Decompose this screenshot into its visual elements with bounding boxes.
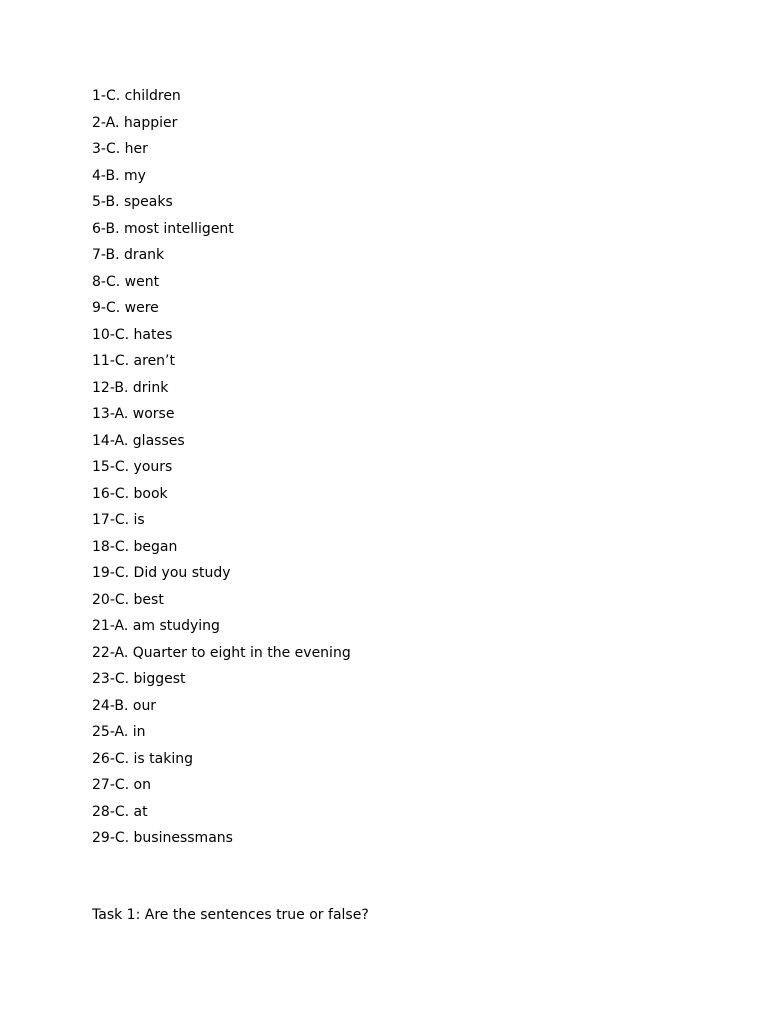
answer-item: 25-A. in (92, 724, 146, 740)
answer-item: 8-C. went (92, 273, 160, 290)
answer-item: 2-A. happier (92, 114, 178, 131)
answer-item: 9-C. were (92, 300, 159, 316)
answer-item: 6-B. most intelligent (92, 220, 234, 237)
answer-item: 13-A. worse (92, 406, 175, 422)
answer-item: 11-C. aren’t (92, 353, 175, 369)
answer-item: 24-B. our (92, 697, 157, 714)
answer-item: 5-B. speaks (92, 194, 173, 210)
task-heading: Task 1: Are the sentences true or false? (92, 907, 369, 923)
answer-item: 3-C. her (92, 141, 148, 157)
answer-item: 4-B. my (92, 167, 146, 184)
answer-item: 15-C. yours (92, 459, 173, 475)
answer-key-list (92, 83, 351, 852)
answer-item: 21-A. am studying (92, 618, 220, 634)
answer-item: 12-B. drink (92, 379, 169, 396)
answer-item: 7-B. drank (92, 247, 165, 263)
answer-item: 29-C. businessmans (92, 830, 233, 846)
answer-item: 17-C. is (92, 512, 145, 528)
answer-item: 14-A. glasses (92, 432, 185, 449)
answer-item: 20-C. best (92, 591, 164, 608)
answer-item: 19-C. Did you study (92, 565, 231, 581)
answer-item: 27-C. on (92, 777, 151, 793)
answer-item: 22-A. Quarter to eight in the evening (92, 644, 351, 661)
answer-item: 23-C. biggest (92, 671, 186, 687)
answer-item: 26-C. is taking (92, 750, 194, 767)
answer-item: 28-C. at (92, 803, 148, 820)
answer-item: 16-C. book (92, 485, 168, 502)
answer-item: 1-C. children (92, 88, 181, 104)
answer-item: 18-C. began (92, 538, 178, 555)
answer-item: 10-C. hates (92, 326, 173, 343)
